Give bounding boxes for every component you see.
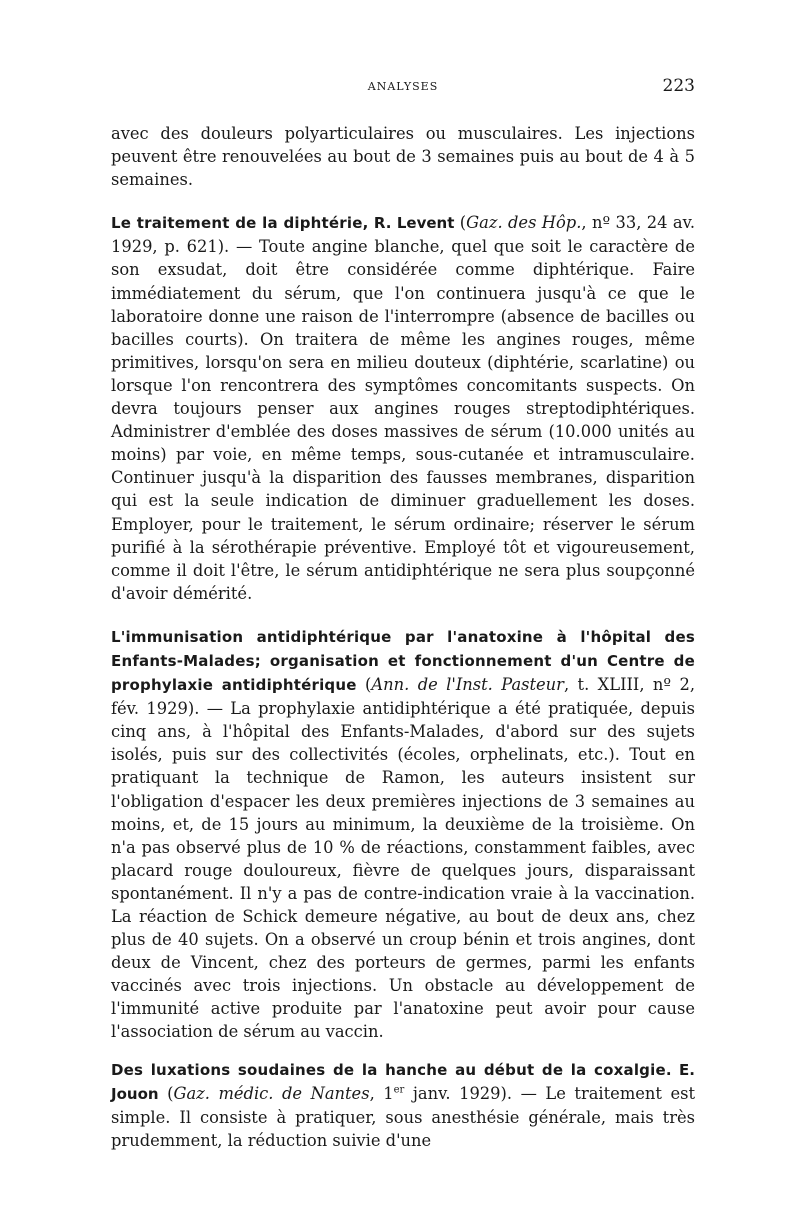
- article-body: Toute angine blanche, quel que soit le caractère de son exsudat, doit être considérée comme diphtérique. Faire immédiatement du sérum, que l'on continuera jusqu'à ce que le laboratoire donne une raison de l'interrompre (absence de bacilles ou bacilles courts). On traitera de même les angines rouges, même primitives, lorsqu'on sera en milieu douteux (diphtérie, scarlatine) ou lorsque l'on rencontrera des symptômes concomitants suspects. On devra toujours penser aux angines rouges streptodiphtériques. Administrer d'emblée des doses massives de sérum (10.000 unités au moins) par voie, en même temps, sous-cutanée et intramusculaire. Continuer jusqu'à la disparition des fausses membranes, disparition qui est la seule indication de diminuer graduellement les doses. Employer, pour le traitement, le sérum ordinaire; réserver le sérum purifié à la sérothérapie préventive. Employé tôt et vigoureusement, comme il doit l'être, le sérum antidiphtérique ne sera plus soupçonné d'avoir démérité.: [111, 237, 695, 603]
- source-date-prefix: , 1: [369, 1083, 394, 1103]
- source-details: , nº 33, 24 av. 1929, p. 621). —: [111, 213, 696, 257]
- running-title: ANALYSES: [367, 80, 439, 93]
- article-body: La prophylaxie antidiphtérique a été pratiquée, depuis cinq ans, à l'hôpital des Enfants-Malades, d'abord sur des sujets isolés, puis sur des collectivités (écoles, orphelinats, etc.). Tout en pratiquant la technique de Ramon, les auteurs insistent sur l'obligation d'espacer les deux premières injections de 3 semaines au moins, et, de 15 jours au minimum, la deuxième de la troisième. On n'a pas observé plus de 10 % de réactions, constamment faibles, avec placard rouge douloureux, fièvre de quelques jours, disparaissant spontanément. Il n'y a pas de contre-indication vraie à la vaccination. La réaction de Schick demeure négative, au bout de deux ans, chez plus de 40 sujets. On a observé un croup bénin et trois angines, dont deux de Vincent, chez des porteurs de germes, parmi les enfants vaccinés avec trois injections. Un obstacle au développement de l'immunité active produite par l'anatoxine peut avoir pour cause l'association de sérum au vaccin.: [111, 699, 695, 1042]
- article-author: E. Jouon: [111, 1060, 695, 1103]
- article-body: Le traitement est simple. Il consiste à pratiquer, sous anesthésie générale, mais très prudemment, la réduction suivie d'une: [111, 1083, 695, 1150]
- article-title: Des luxations soudaines de la hanche au début de la coxalgie.: [111, 1060, 672, 1079]
- source-details: janv. 1929). —: [404, 1083, 546, 1103]
- page-number: 223: [662, 76, 695, 96]
- running-head: [111, 76, 695, 98]
- article-title: L'immunisation antidiphtérique par l'anatoxine à l'hôpital des Enfants-Malades; organisation et fonctionnement d'un Centre de prophylaxie antidiphtérique: [111, 627, 695, 695]
- source-date-superscript: er: [393, 1084, 405, 1096]
- article-jouon: [111, 1058, 695, 1152]
- article-title: Le traitement de la diphtérie,: [111, 214, 369, 233]
- intro-paragraph: [111, 122, 695, 191]
- article-immunisation: [111, 625, 695, 1044]
- source-open: (: [158, 1083, 174, 1103]
- page: [111, 76, 695, 1152]
- source-journal: Gaz. médic. de Nantes: [173, 1083, 370, 1103]
- source-details: , t. XLIII, nº 2, fév. 1929). —: [111, 675, 696, 719]
- source-open: (: [356, 675, 372, 695]
- intro-text: avec des douleurs polyarticulaires ou musculaires. Les injections peuvent être renouvelées au bout de 3 semaines puis au bout de 4 à 5 semaines.: [111, 124, 695, 190]
- source-open: (: [454, 213, 467, 233]
- source-journal: Gaz. des Hôp.: [466, 213, 582, 233]
- article-levent: [111, 211, 695, 605]
- source-journal: Ann. de l'Inst. Pasteur: [371, 675, 564, 695]
- body-text: [111, 122, 695, 1152]
- article-author: R. Levent: [373, 214, 455, 233]
